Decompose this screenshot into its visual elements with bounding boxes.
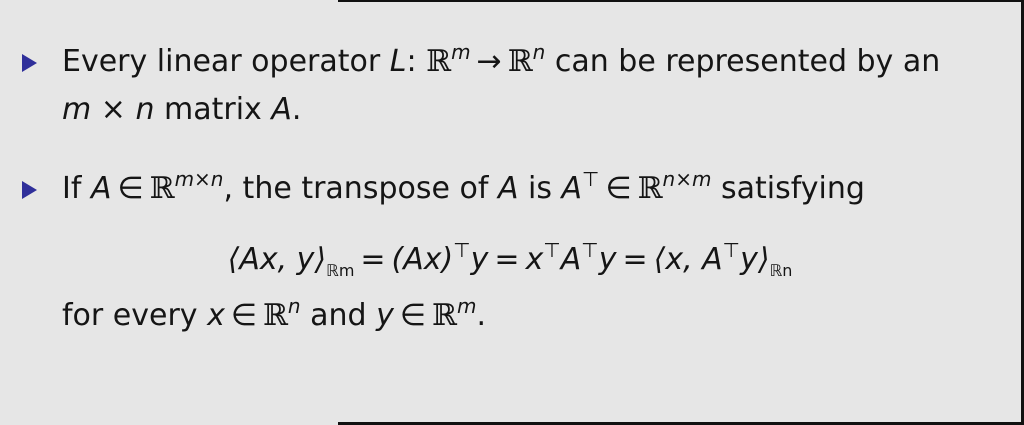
bullet-triangle-icon: [22, 181, 37, 199]
element-of-symbol: ∈: [605, 171, 632, 206]
matrix-symbol: A: [271, 92, 292, 127]
matrix-symbol: A: [90, 171, 112, 206]
var-x: x: [207, 298, 225, 333]
bullet1-text-end: can be represented by an: [545, 44, 941, 79]
exponent-n: n: [287, 294, 301, 318]
inner-product-rhs: ⟨x, A: [653, 242, 723, 277]
matrix-symbol: A: [497, 171, 519, 206]
times-symbol: ×: [91, 92, 136, 127]
bullet2-if: If: [62, 171, 91, 206]
dim-mxn: m×n: [174, 167, 224, 191]
equals-symbol: =: [494, 242, 520, 277]
bullet-triangle-icon: [22, 54, 37, 72]
bullet1-text-matrix: matrix: [154, 92, 272, 127]
colon: :: [406, 44, 427, 79]
term-y: y: [598, 242, 617, 277]
real-set-symbol: ℝ: [507, 44, 533, 79]
transpose-symbol: ⊤: [581, 238, 599, 262]
exponent-m: m: [451, 40, 471, 64]
term-x: x: [525, 242, 544, 277]
bullet1-text: Every linear operator: [62, 44, 390, 79]
display-equation: [0, 238, 1020, 282]
exponent-n: n: [532, 40, 546, 64]
subscript-rm: ℝm: [326, 261, 355, 280]
period: .: [291, 92, 302, 127]
real-set-symbol: ℝ: [149, 171, 175, 206]
for-every-line: [62, 294, 486, 336]
bullet1-line2: [62, 92, 301, 128]
inner-product-lhs: ⟨Ax, y⟩: [227, 242, 327, 277]
arrow-symbol: →: [476, 44, 502, 79]
real-set-symbol: ℝ: [432, 298, 457, 333]
dim-m: m: [62, 92, 92, 127]
exponent-m: m: [456, 294, 477, 318]
bullet2-line1: [62, 167, 865, 209]
transpose-symbol: ⊤: [722, 238, 741, 262]
bullet1-line1: [62, 40, 941, 82]
real-set-symbol: ℝ: [426, 44, 452, 79]
matrix-symbol: A: [561, 171, 583, 206]
bullet2-text: , the transpose of: [223, 171, 498, 206]
period: .: [476, 298, 486, 333]
real-set-symbol: ℝ: [262, 298, 288, 333]
term-a: A: [560, 242, 582, 277]
transpose-symbol: ⊤: [543, 238, 561, 262]
for-every-text: for every: [62, 298, 208, 333]
dim-nxm: n×m: [662, 167, 712, 191]
bullet2-text-is: is: [518, 171, 562, 206]
element-of-symbol: ∈: [399, 298, 427, 333]
term-y: y: [470, 242, 489, 277]
real-set-symbol: ℝ: [637, 171, 663, 206]
subscript-rn: ℝn: [769, 261, 793, 280]
inner-product-rhs-end: y⟩: [740, 242, 770, 277]
and-text: and: [300, 298, 377, 333]
term-ax: (Ax): [391, 242, 454, 277]
var-y: y: [376, 298, 394, 333]
equals-symbol: =: [360, 242, 386, 277]
operator-symbol: L: [389, 44, 407, 79]
element-of-symbol: ∈: [117, 171, 144, 206]
transpose-symbol: ⊤: [453, 238, 471, 262]
transpose-symbol: ⊤: [582, 167, 600, 191]
bullet2-text-end: satisfying: [711, 171, 865, 206]
element-of-symbol: ∈: [230, 298, 257, 333]
dim-n: n: [135, 92, 155, 127]
equals-symbol: =: [622, 242, 648, 277]
